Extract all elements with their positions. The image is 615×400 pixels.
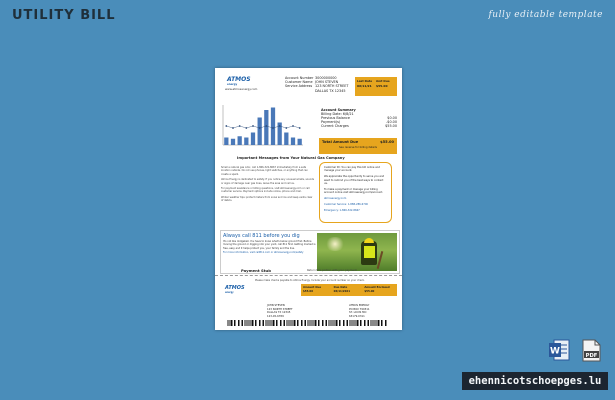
shovel-icon: [377, 251, 384, 269]
pay-header: Due Date: [333, 285, 348, 289]
notice-paragraph: We appreciate the opportunity to serve you and want to remind you of the best ways to contact us.: [324, 175, 385, 186]
notice-paragraph: To make a payment or manage your billing account online visit atmosenergy.com/account.: [324, 188, 383, 195]
stub-title: Payment Stub: [241, 268, 271, 273]
messages-title: Important Messages from Your Natural Gas Company: [237, 156, 345, 160]
chart-bar: [258, 118, 262, 146]
due-value-2: $55.00: [376, 84, 388, 88]
due-header-2: Amt Due: [376, 79, 390, 83]
total-note: See reverse for billing details: [339, 146, 377, 149]
chart-bar: [264, 110, 268, 145]
account-value: 3000000000: [315, 76, 337, 80]
summary-value: -$0.00: [386, 120, 397, 125]
pay-value: $55.00: [303, 289, 314, 293]
logo-subtext: energy: [227, 83, 238, 86]
chart-bar: [238, 136, 242, 145]
banner-title: Always call 811 before you dig: [223, 233, 300, 239]
pdf-label: PDF: [585, 352, 598, 359]
logo-subtext: energy: [225, 291, 234, 294]
summary-label: Payment(s): [321, 120, 341, 125]
banner-photo: [317, 233, 397, 271]
logo-text: ATMOS: [225, 285, 245, 291]
chart-bar: [244, 138, 248, 146]
word-icon[interactable]: [548, 339, 570, 361]
summary-title: Account Summary: [321, 108, 356, 112]
total-due-box: [319, 138, 397, 154]
notice-link[interactable]: Emergency: 1-866-322-8667: [324, 209, 360, 213]
summary-label: Previous Balance: [321, 116, 350, 121]
page-subtitle: fully editable template: [488, 10, 603, 20]
account-value: JOHN STEVEN: [315, 80, 339, 85]
pay-header: Amount Due: [303, 285, 322, 289]
address-line: DALLAS TX 12345: [267, 311, 291, 314]
remit-note: Please make checks payable to Atmos Energy. Include your account number on your check.: [255, 279, 365, 282]
company-logo: [227, 76, 251, 86]
address-line: 123-45-6789: [267, 314, 284, 318]
chart-bar: [231, 139, 235, 145]
account-key: Account Number: [285, 76, 314, 80]
address-line: 123 NORTH STREET: [267, 307, 293, 311]
chart-bar: [291, 138, 295, 146]
notice-link[interactable]: atmosenergy.com: [324, 197, 347, 201]
sun-glow: [325, 237, 345, 251]
account-key: Customer Name: [285, 80, 313, 85]
summary-row: [321, 124, 397, 128]
chart-bar: [298, 139, 302, 145]
notice-link[interactable]: Customer Service: 1-888-286-6700: [324, 203, 369, 207]
stub-logo: [225, 285, 245, 294]
pdf-icon[interactable]: [582, 339, 601, 362]
message-paragraph: For payment assistance or billing questions, visit atmosenergy.com or call customer service. Payment options include online, phone and mail.: [221, 187, 310, 194]
due-header-1: Last Date: [357, 79, 373, 83]
pay-header: Amount Enclosed: [364, 285, 390, 289]
summary-period: Billing Date: 6/8/21: [321, 112, 354, 117]
banner-text: [223, 240, 318, 254]
pay-value: 06/11/2021: [333, 289, 351, 293]
account-summary: [321, 108, 397, 128]
pay-value: $55.00: [364, 289, 375, 293]
remit-address: [349, 304, 370, 318]
address-line: 63179-0311: [349, 314, 365, 318]
barcode: [227, 320, 387, 326]
due-value-1: 06/11/21: [357, 84, 372, 88]
address-line: ATMOS ENERGY: [349, 304, 370, 307]
customer-address: [267, 304, 293, 318]
account-value: 123 NORTH STREET: [315, 84, 349, 89]
chart-bar: [284, 133, 288, 146]
account-value: DALLAS TX 12345: [315, 88, 346, 93]
worker-vest: [364, 246, 375, 258]
format-icons: [548, 339, 608, 365]
svg-text:W: W: [550, 346, 560, 357]
notice-paragraph: Customer ID: You can pay this bill online and manage your account.: [324, 166, 380, 173]
summary-value: $0.00: [387, 116, 397, 121]
message-paragraph: Smell a natural gas odor, call 1-866-322-8667 immediately from a safe location outside. Do not use phones, light switches, or anything that can create a spark.: [221, 166, 308, 176]
company-website: www.atmosenergy.com: [225, 87, 258, 91]
address-line: JOHN STEVEN: [267, 304, 285, 307]
banner-link[interactable]: For more information, visit call811.com or atmosenergy.com/safety: [223, 250, 304, 254]
total-label: Total Amount Due: [322, 140, 359, 144]
account-key: [285, 89, 315, 93]
usage-chart: [219, 101, 307, 151]
account-key: Service Address: [285, 84, 313, 89]
account-info: [285, 76, 355, 93]
messages-body: [221, 166, 315, 205]
payment-box: [301, 284, 397, 296]
chart-bar: [224, 138, 228, 146]
stub-divider: [215, 275, 402, 276]
summary-label: Current Charges: [321, 124, 349, 129]
total-value: $55.00: [380, 140, 394, 144]
summary-value: $55.00: [385, 124, 397, 129]
address-line: PO BOX 790311: [349, 307, 370, 311]
site-badge[interactable]: ehennicotschoepges.lu: [462, 372, 608, 390]
due-box: [355, 77, 397, 96]
logo-text: ATMOS: [227, 76, 251, 83]
page-title: UTILITY BILL: [12, 8, 116, 23]
chart-bar: [271, 108, 275, 146]
bill-preview: [215, 68, 402, 330]
address-line: ST. LOUIS MO: [349, 311, 367, 314]
account-row: [285, 89, 355, 93]
chart-bar: [251, 133, 255, 146]
message-paragraph: Winter weather tips: protect meters from snow and ice and keep vents clear of debris.: [221, 195, 313, 203]
chart-line: [226, 126, 299, 128]
message-paragraph: Atmos Energy is dedicated to safety. If you notice any unusual smells, sounds or signs of damage near gas lines, leave the area and call us.: [221, 178, 315, 185]
banner-body: It's not like dodgeball. You have to know what's below ground first. Before moving the ground or digging into your yard, call 811 first. Getting marked is free, easy and it helps protect you, your family and the line.: [223, 240, 316, 250]
worker-hat: [364, 238, 374, 243]
stub-subtitle: Return this portion with your payment: [307, 269, 357, 272]
notice-box: [319, 162, 392, 223]
